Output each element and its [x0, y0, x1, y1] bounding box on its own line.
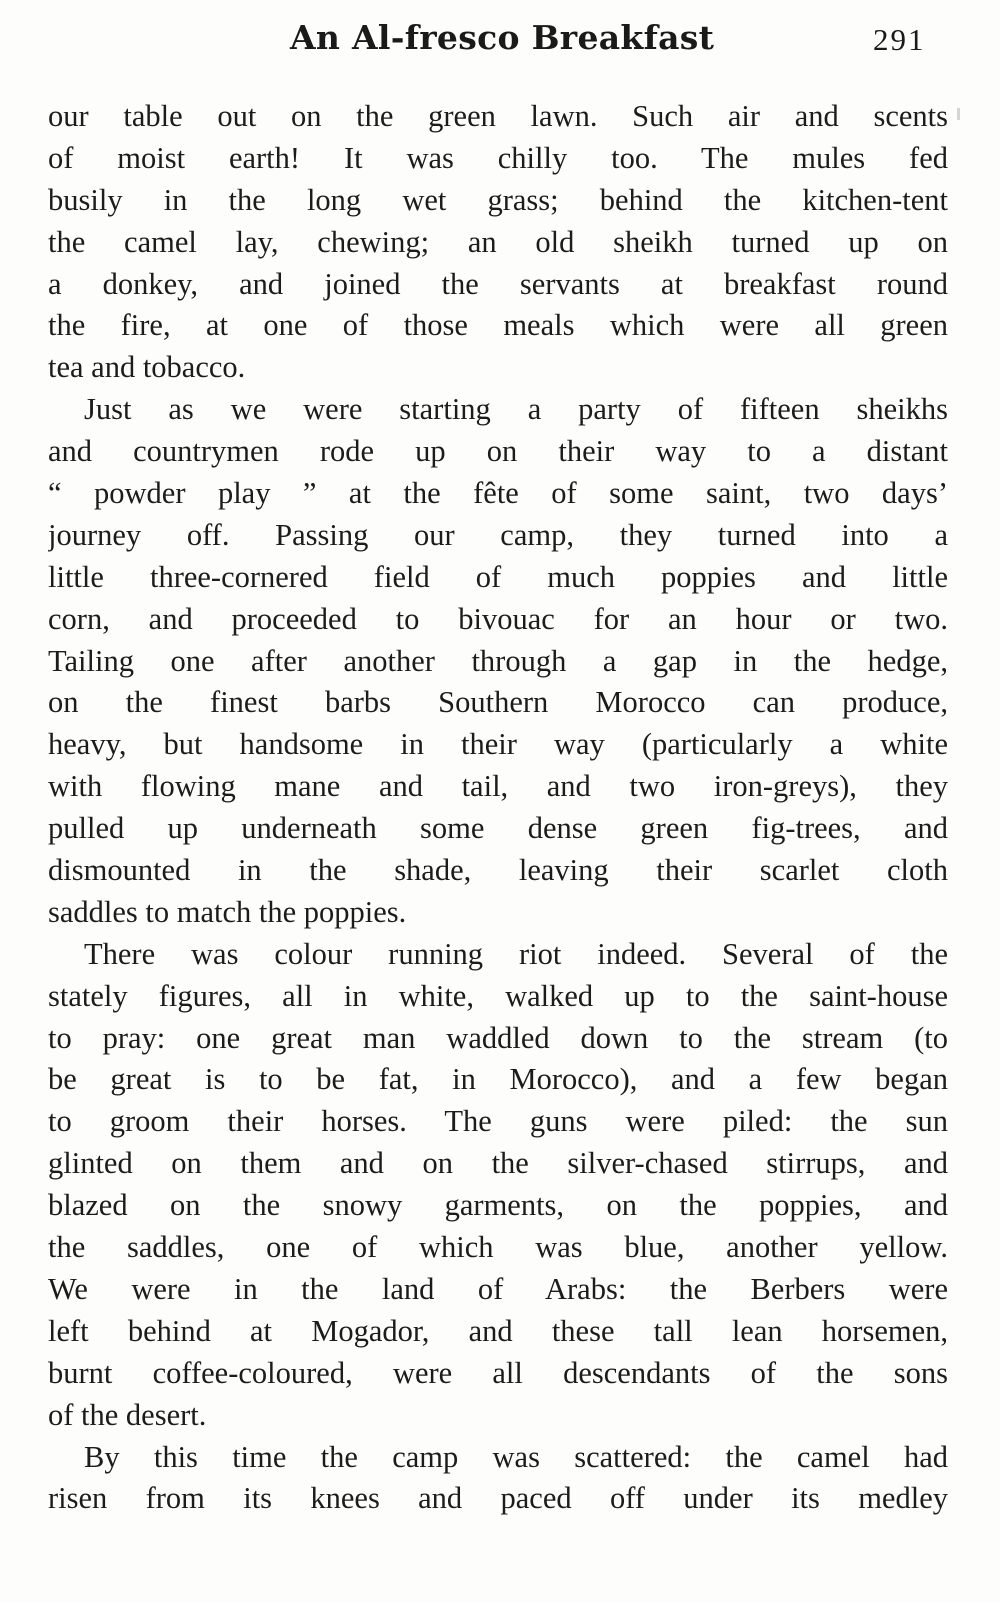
text-line: busily in the long wet grass; behind the kitchen-tent [48, 182, 948, 217]
text-line: to pray: one great man waddled down to the stream (to [48, 1020, 948, 1055]
text-line: journey off. Passing our camp, they turned into a [48, 517, 948, 552]
chapter-title: An Al-fresco Breakfast [290, 18, 715, 57]
text-line: on the finest barbs Southern Morocco can produce, [48, 685, 948, 720]
text-line: a donkey, and joined the servants at breakfast round [48, 266, 948, 301]
text-line: left behind at Mogador, and these tall lean horsemen, [48, 1313, 948, 1348]
text-line: glinted on them and on the silver-chased stirrups, and [48, 1146, 948, 1181]
paragraph-first-line: Just as we were starting a party of fifteen sheikhs [84, 392, 948, 427]
text-line: the camel lay, chewing; an old sheikh turned up on [48, 224, 948, 259]
text-line: burnt coffee-coloured, were all descendants of the sons [48, 1355, 948, 1390]
paragraph-first-line: There was colour running riot indeed. Several of the [84, 936, 948, 971]
text-line: heavy, but handsome in their way (particularly a white [48, 727, 948, 762]
page-number: 291 [873, 22, 926, 57]
text-line: be great is to be fat, in Morocco), and a few began [48, 1062, 948, 1097]
text-line: of moist earth! It was chilly too. The mules fed [48, 140, 948, 175]
text-line: dismounted in the shade, leaving their scarlet cloth [48, 853, 948, 888]
text-line: corn, and proceeded to bivouac for an hour or two. [48, 601, 948, 636]
text-line: little three-cornered field of much poppies and little [48, 559, 948, 594]
text-line: saddles to match the poppies. [48, 894, 407, 929]
text-line: the saddles, one of which was blue, another yellow. [48, 1230, 948, 1265]
body-text [48, 96, 948, 1520]
text-line: our table out on the green lawn. Such air and scents [48, 99, 948, 133]
text-line: with flowing mane and tail, and two iron-greys), they [48, 769, 948, 804]
text-line: to groom their horses. The guns were piled: the sun [48, 1104, 948, 1139]
text-line: pulled up underneath some dense green fig-trees, and [48, 811, 948, 846]
text-line: of the desert. [48, 1397, 207, 1432]
text-line: the fire, at one of those meals which were all green [48, 308, 948, 343]
text-line: Tailing one after another through a gap in the hedge, [48, 643, 948, 678]
text-line: stately figures, all in white, walked up to the saint-house [48, 978, 948, 1013]
text-line: “ powder play ” at the fête of some saint, two days’ [48, 476, 948, 511]
text-line: risen from its knees and paced off under its medley [48, 1481, 948, 1516]
running-header [0, 18, 1000, 68]
text-line: We were in the land of Arabs: the Berbers were [48, 1271, 948, 1306]
paragraph-first-line: By this time the camp was scattered: the camel had [84, 1439, 948, 1474]
text-line: tea and tobacco. [48, 350, 246, 385]
page-edge-mark [957, 108, 960, 120]
text-line: blazed on the snowy garments, on the poppies, and [48, 1188, 948, 1223]
text-line: and countrymen rode up on their way to a distant [48, 434, 948, 469]
